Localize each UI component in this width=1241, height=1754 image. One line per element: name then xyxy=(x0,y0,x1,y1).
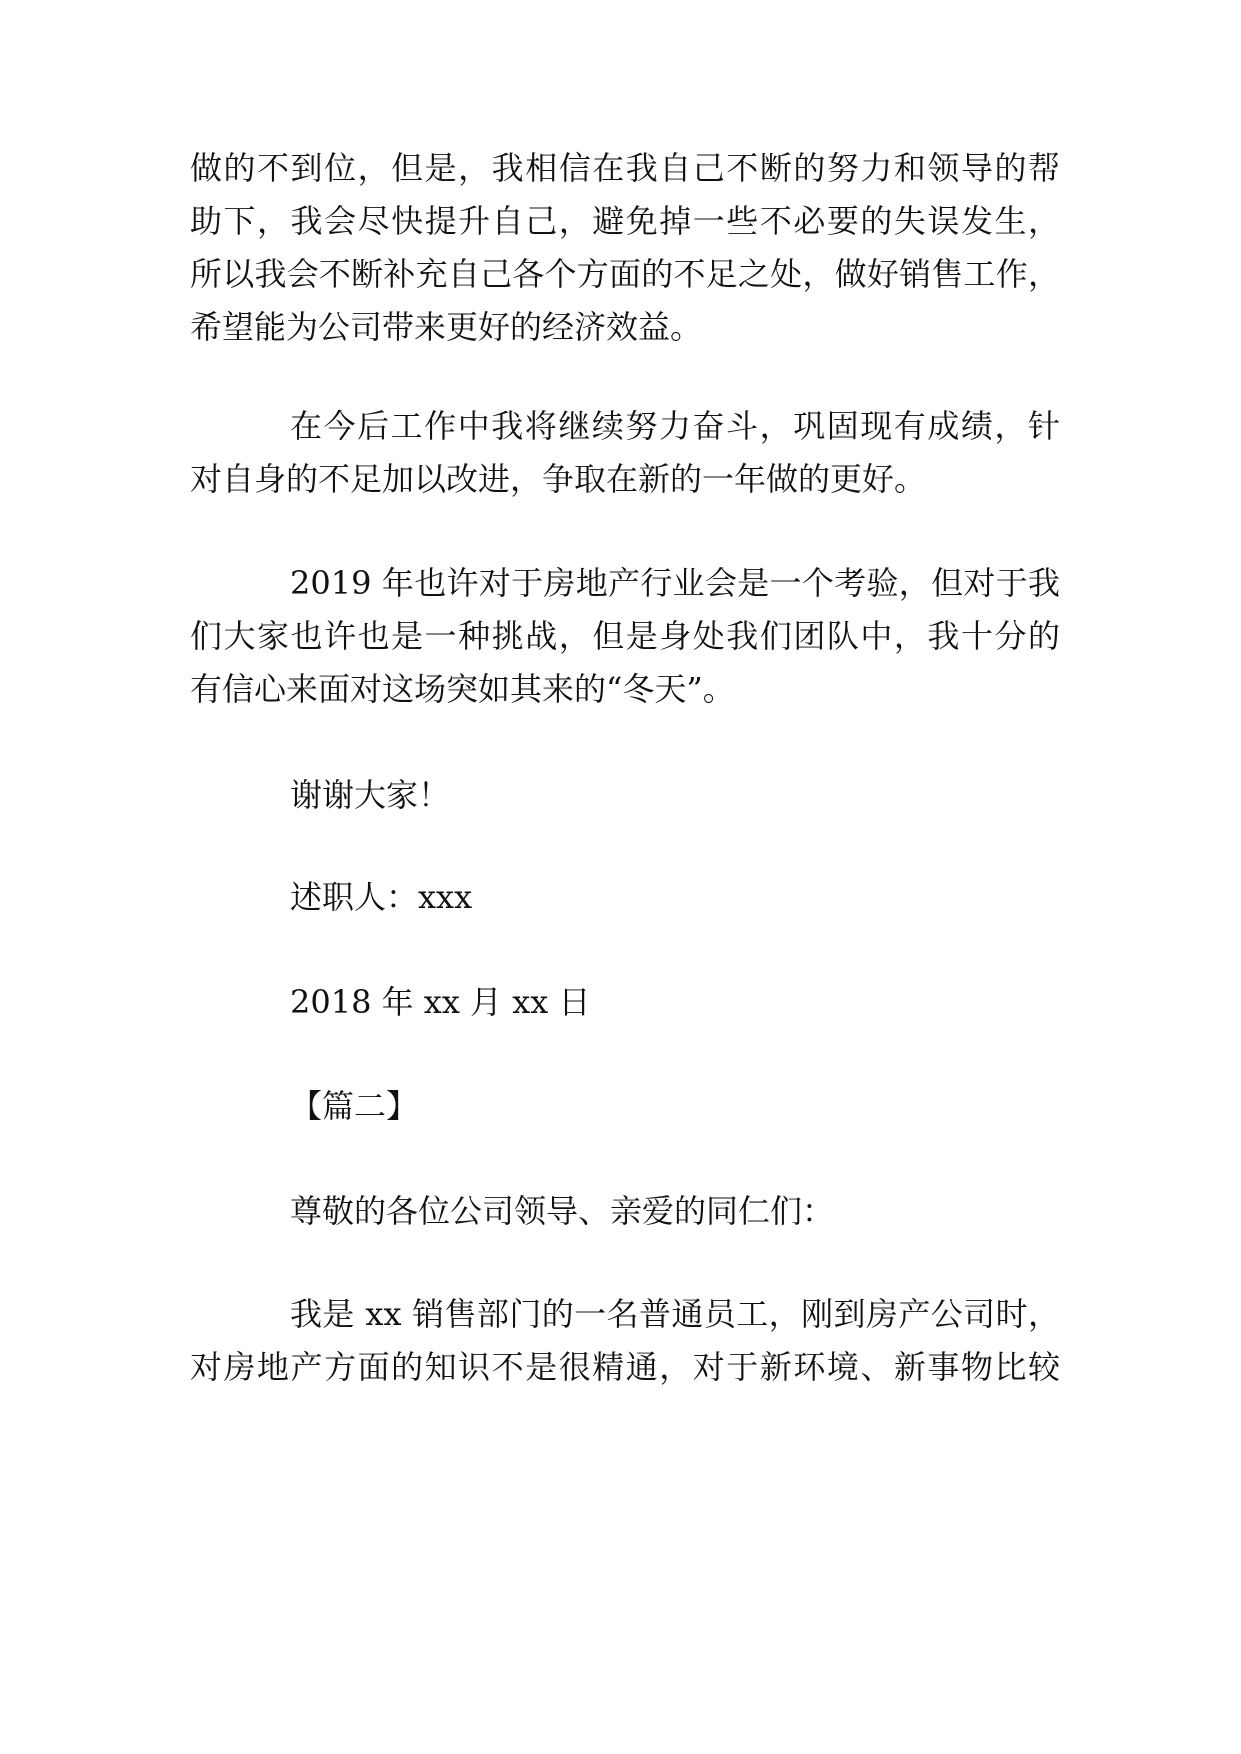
paragraph-3-line-1: 2019 年也许对于房地产行业会是一个考验，但对于我 xyxy=(290,564,1060,602)
paragraph-1-line-1: 做的不到位，但是，我相信在我自己不断的努力和领导的帮 xyxy=(190,149,1060,187)
section-heading: 【篇二】 xyxy=(290,1087,419,1125)
paragraph-2-line-2: 对自身的不足加以改进，争取在新的一年做的更好。 xyxy=(190,460,927,498)
salutation-line: 尊敬的各位公司领导、亲爱的同仁们： xyxy=(290,1192,835,1230)
paragraph-2-line-1: 在今后工作中我将继续努力奋斗，巩固现有成绩，针 xyxy=(290,407,1060,445)
paragraph-3-line-2: 们大家也许也是一种挑战，但是身处我们团队中，我十分的 xyxy=(190,617,1060,655)
paragraph-9-line-2: 对房地产方面的知识不是很精通，对于新环境、新事物比较 xyxy=(190,1348,1060,1386)
paragraph-3-line-3: 有信心来面对这场突如其来的“冬天”。 xyxy=(190,670,735,708)
paragraph-1-line-3: 所以我会不断补充自己各个方面的不足之处，做好销售工作， xyxy=(190,255,1060,293)
date-line: 2018 年 xx 月 xx 日 xyxy=(290,983,591,1021)
paragraph-9-line-1: 我是 xx 销售部门的一名普通员工，刚到房产公司时， xyxy=(290,1295,1060,1333)
paragraph-1-line-4: 希望能为公司带来更好的经济效益。 xyxy=(190,308,703,346)
thanks-line: 谢谢大家！ xyxy=(290,776,451,814)
reporter-line: 述职人：xxx xyxy=(290,878,473,916)
paragraph-1-line-2: 助下，我会尽快提升自己，避免掉一些不必要的失误发生， xyxy=(190,202,1060,240)
